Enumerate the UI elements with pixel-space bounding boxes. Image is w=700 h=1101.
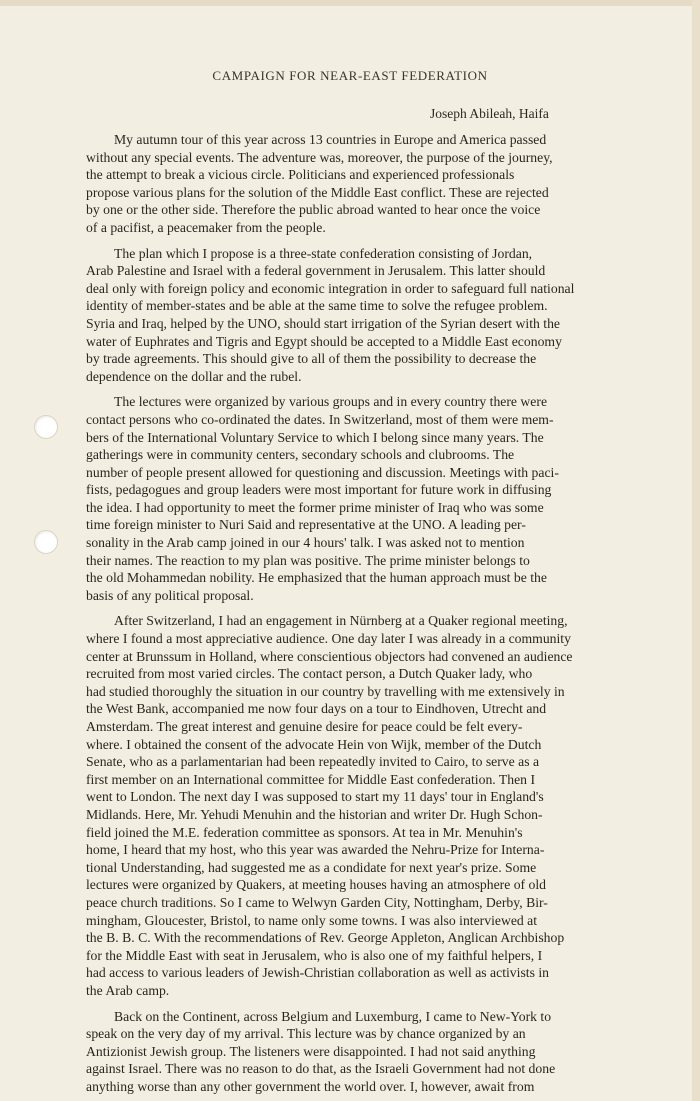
text-line: deal only with foreign policy and economic integration in order to safeguard full national <box>86 280 575 296</box>
text-line: the old Mohammedan nobility. He emphasized that the human approach must be the <box>86 570 547 586</box>
text-line: Arab Palestine and Israel with a federal government in Jerusalem. This latter should <box>86 263 546 279</box>
text-line: by one or the other side. Therefore the public abroad wanted to hear once the voice <box>86 202 541 218</box>
text-line: where. I obtained the consent of the advocate Hein von Wijk, member of the Dutch <box>86 736 542 752</box>
document-body <box>86 131 623 1101</box>
text-line: field joined the M.E. federation committee as sponsors. At tea in Mr. Menuhin's <box>86 824 523 840</box>
paragraph-4 <box>86 612 623 999</box>
text-line: had studied thoroughly the situation in our country by travelling with me extensively in <box>86 683 565 699</box>
text-line: time foreign minister to Nuri Said and representative at the UNO. A leading per- <box>86 517 526 533</box>
text-line: lectures were organized by Quakers, at meeting houses having an atmosphere of old <box>86 877 547 893</box>
text-line: center at Brunssum in Holland, where conscientious objectors had convened an audience <box>86 648 573 664</box>
text-line: The lectures were organized by various groups and in every country there were <box>114 394 548 410</box>
paper-right-edge <box>692 0 700 1101</box>
text-line: The plan which I propose is a three-state confederation consisting of Jordan, <box>114 245 533 261</box>
text-line: where I found a most appreciative audience. One day later I was already in a community <box>86 631 571 647</box>
text-line: identity of member-states and be able at the same time to solve the refugee problem. <box>86 298 548 314</box>
text-line: Senate, who as a parlamentarian had been repeatedly invited to Cairo, to serve as a <box>86 754 540 770</box>
punch-hole-upper <box>34 415 58 439</box>
text-line: the attempt to break a vicious circle. Politicians and experienced professionals <box>86 167 515 183</box>
text-line: My autumn tour of this year across 13 countries in Europe and America passed <box>114 132 547 147</box>
text-line: number of people present allowed for questioning and discussion. Meetings with paci- <box>86 464 559 480</box>
paragraph-2 <box>86 245 623 386</box>
text-line: After Switzerland, I had an engagement in Nürnberg at a Quaker regional meeting, <box>114 613 568 629</box>
text-line: Amsterdam. The great interest and genuine desire for peace could be felt every- <box>86 719 523 734</box>
text-line: water of Euphrates and Tigris and Egypt should be accepted to a Middle East economy <box>86 333 562 349</box>
text-line: sonality in the Arab camp joined in our 4 hours' talk. I was asked not to mention <box>86 535 525 551</box>
paragraph-3 <box>86 393 623 604</box>
text-line: fists, pedagogues and group leaders were most important for future work in diffusing <box>86 482 552 498</box>
text-line: home, I heard that my host, who this year was awarded the Nehru-Prize for Interna- <box>86 842 545 858</box>
text-line: the B. B. C. With the recommendations of Rev. George Appleton, Anglican Archbishop <box>86 930 565 946</box>
paragraph-1 <box>86 131 623 237</box>
text-line: the Arab camp. <box>86 982 170 998</box>
text-line: propose various plans for the solution of the Middle East conflict. These are rejected <box>86 184 549 200</box>
text-line: by trade agreements. This should give to all of them the possibility to decrease the <box>86 351 537 367</box>
text-line: anything worse than any other government the world over. I, however, await from <box>86 1078 535 1094</box>
text-line: Back on the Continent, across Belgium and Luxemburg, I came to New-York to <box>114 1008 552 1024</box>
paper-top-edge <box>0 0 700 6</box>
author-line: Joseph Abileah, Haifa <box>430 106 549 121</box>
text-line: mingham, Gloucester, Bristol, to name only some towns. I was also interviewed at <box>86 912 538 928</box>
text-line: bers of the International Voluntary Service to which I belong since many years. The <box>86 429 544 445</box>
text-line: the West Bank, accompanied me now four days on a tour to Eindhoven, Utrecht and <box>86 701 547 717</box>
punch-hole-lower <box>34 530 58 554</box>
text-line: had access to various leaders of Jewish-Christian collaboration as well as activists in <box>86 965 549 981</box>
text-line: gatherings were in community centers, secondary schools and clubrooms. The <box>86 447 515 463</box>
text-line: without any special events. The adventure was, moreover, the purpose of the journey, <box>86 149 553 165</box>
text-line: first member on an International committee for Middle East confederation. Then I <box>86 771 536 787</box>
text-line: against Israel. There was no reason to do that, as the Israeli Government had not done <box>86 1061 556 1077</box>
text-line: tional Understanding, had suggested me as a condidate for next year's prize. Some <box>86 859 537 875</box>
text-line: for the Middle East with seat in Jerusalem, who is also one of my faithful helpers, I <box>86 947 543 963</box>
text-line: recruited from most varied circles. The contact person, a Dutch Quaker lady, who <box>86 666 533 682</box>
text-line: the idea. I had opportunity to meet the former prime minister of Iraq who was some <box>86 499 544 515</box>
text-line: Syria and Iraq, helped by the UNO, should start irrigation of the Syrian desert with the <box>86 315 561 331</box>
text-line: their names. The reaction to my plan was positive. The prime minister belongs to <box>86 552 530 568</box>
text-line: contact persons who co-ordinated the dates. In Switzerland, most of them were mem- <box>86 411 554 427</box>
text-line: of a pacifist, a peacemaker from the people. <box>86 219 326 235</box>
text-line: dependence on the dollar and the rubel. <box>86 368 302 384</box>
text-line: peace church traditions. So I came to Welwyn Garden City, Nottingham, Derby, Bir- <box>86 894 548 910</box>
document-title: CAMPAIGN FOR NEAR-EAST FEDERATION <box>212 68 488 83</box>
text-line: basis of any political proposal. <box>86 587 254 603</box>
paragraph-5 <box>86 1008 623 1096</box>
text-line: Antizionist Jewish group. The listeners were disappointed. I had not said anything <box>86 1043 536 1059</box>
text-line: Midlands. Here, Mr. Yehudi Menuhin and the historian and writer Dr. Hugh Schon- <box>86 806 543 822</box>
text-line: speak on the very day of my arrival. This lecture was by chance organized by an <box>86 1026 526 1042</box>
text-line: went to London. The next day I was supposed to start my 11 days' tour in England's <box>86 789 544 805</box>
